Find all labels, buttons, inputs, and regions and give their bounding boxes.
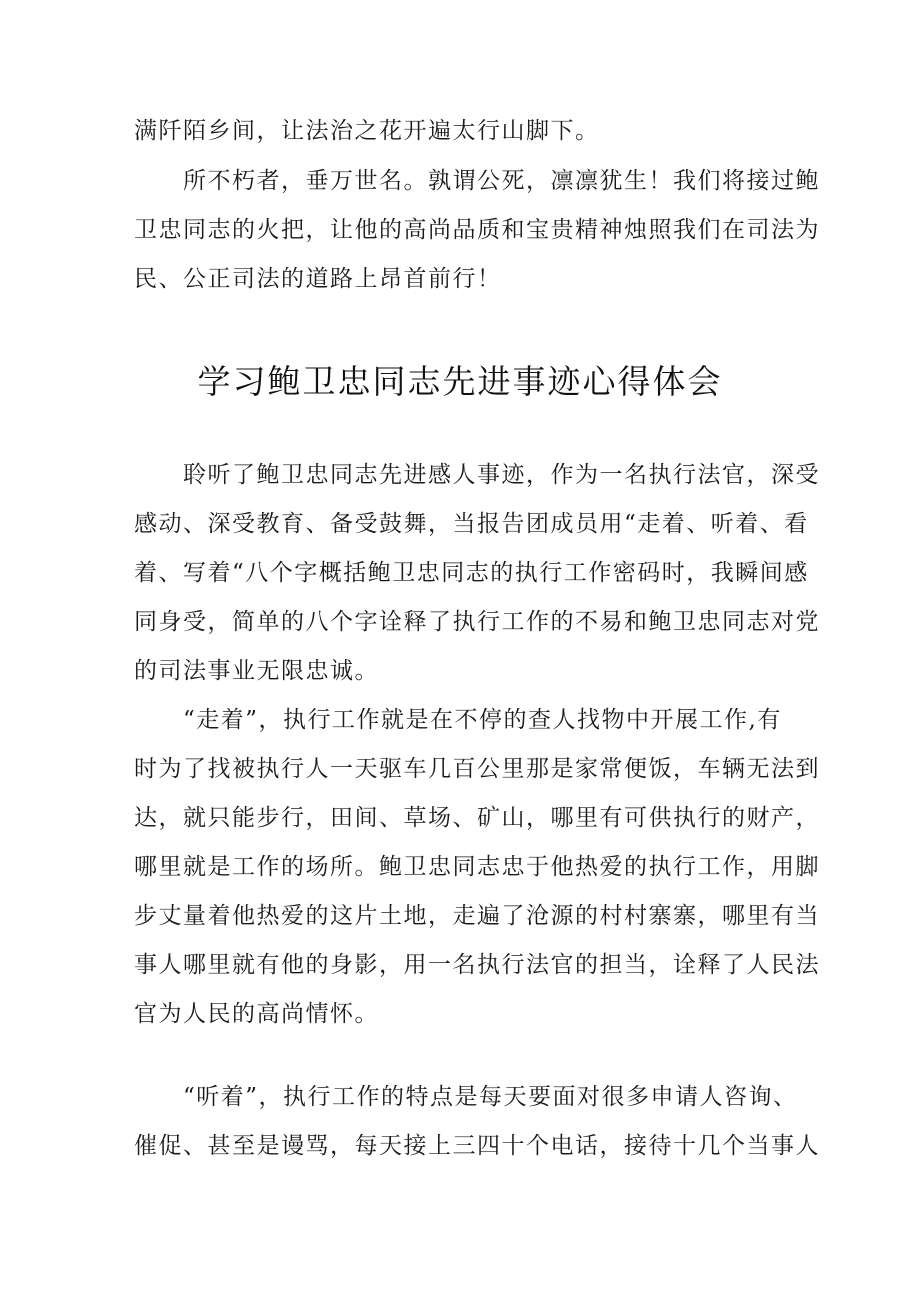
paragraph-line: 哪里就是工作的场所。鲍卫忠同志忠于他热爱的执行工作，用脚: [134, 854, 820, 880]
document-title: 学习鲍卫忠同志先进事迹心得体会: [197, 362, 723, 401]
paragraph-line: 催促、甚至是谩骂，每天接上三四十个电话，接待十几个当事人: [134, 1133, 820, 1159]
paragraph-line: 官为人民的高尚情怀。: [134, 1001, 379, 1027]
paragraph-line: 步丈量着他热爱的这片土地，走遍了沧源的村村寨寨，哪里有当: [134, 903, 820, 929]
intro-line: 满阡陌乡间，让法治之花开遍太行山脚下。: [134, 118, 600, 144]
paragraph-line: 时为了找被执行人一天驱车几百公里那是家常便饭，车辆无法到: [134, 756, 820, 782]
intro-line: 卫忠同志的火把，让他的高尚品质和宝贵精神烛照我们在司法为: [134, 217, 820, 243]
paragraph-line: “走着”，执行工作就是在不停的查人找物中开展工作,有: [183, 707, 782, 733]
paragraph-line: 聆听了鲍卫忠同志先进感人事迹，作为一名执行法官，深受: [183, 462, 820, 488]
paragraph-line: 同身受，简单的八个字诠释了执行工作的不易和鲍卫忠同志对党: [134, 609, 820, 635]
paragraph-line: 的司法事业无限忠诚。: [134, 658, 379, 684]
intro-line: 民、公正司法的道路上昂首前行！: [134, 266, 502, 292]
intro-line: 所不朽者，垂万世名。孰谓公死，凛凛犹生！我们将接过鲍: [183, 168, 820, 194]
paragraph-line: “听着”，执行工作的特点是每天要面对很多申请人咨询、: [183, 1084, 798, 1110]
paragraph-line: 达，就只能步行，田间、草场、矿山，哪里有可供执行的财产，: [134, 805, 820, 831]
paragraph-line: 着、写着“八个字概括鲍卫忠同志的执行工作密码时，我瞬间感: [134, 560, 809, 586]
paragraph-line: 事人哪里就有他的身影，用一名执行法官的担当，诠释了人民法: [134, 952, 820, 978]
paragraph-line: 感动、深受教育、备受鼓舞，当报告团成员用“走着、听着、看: [134, 511, 809, 537]
